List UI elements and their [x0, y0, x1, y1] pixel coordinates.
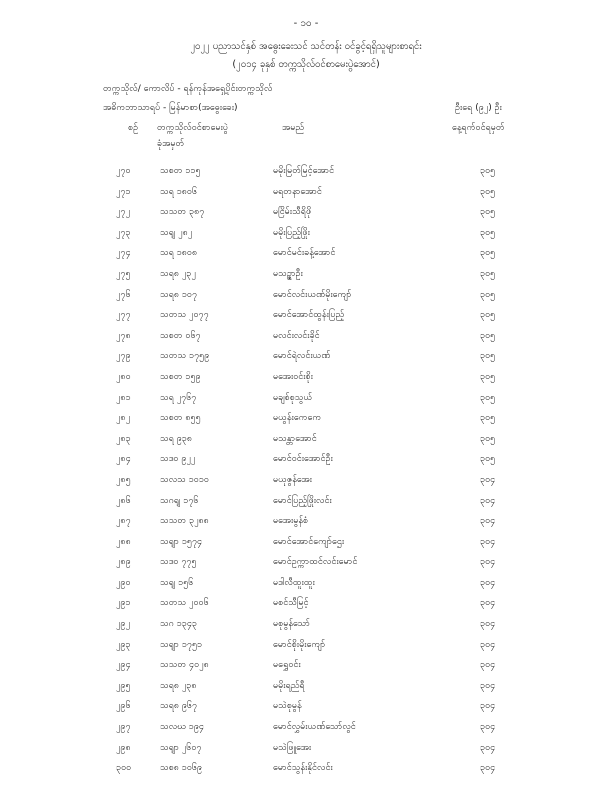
- table-row: [0, 286, 612, 307]
- score-code: ၃၀၅: [480, 186, 496, 197]
- exam-id: သရ ၂၇၆၇: [160, 392, 197, 403]
- score-code: ၃၀၄: [480, 680, 496, 691]
- student-name: မစုမွန်သော်: [273, 619, 310, 630]
- score-code: ၃၀၄: [480, 474, 496, 485]
- score-code: ၃၀၄: [480, 701, 496, 712]
- row-number: ၂၉၆: [116, 701, 131, 712]
- table-row: [0, 533, 612, 554]
- row-number: ၂၉၃: [116, 639, 131, 650]
- score-code: ၃၀၄: [480, 577, 496, 588]
- row-number: ၂၇၀: [116, 166, 131, 176]
- table-row: [0, 224, 612, 245]
- student-name: မယွန်းကေကေ: [273, 413, 322, 424]
- student-name: မောင်ရဲလင်းယဏ်: [273, 351, 331, 362]
- exam-id: သဂ ၁၃၄၃: [160, 619, 197, 630]
- student-name: မောင်အောင်ကျော်ဌေး: [273, 536, 345, 547]
- exam-id: သလသ ၁၀၁၀: [160, 474, 209, 485]
- row-number: ၂၈၀: [116, 371, 131, 382]
- exam-id: သဒ၀ ၇၇၅: [160, 557, 197, 568]
- university-label: တက္ကသိုလ်/ ကောလိပ် - ရန်ကုန်အရှေ့ပိုင်းတက္ကသိုလ်: [103, 84, 273, 94]
- exam-id: သရျ ၁၅၆: [160, 577, 194, 588]
- student-name: မောင်အောင်ထွန်းပြည့်: [273, 310, 345, 321]
- table-row: [0, 327, 612, 348]
- row-number: ၂၉၄: [116, 660, 131, 671]
- table-row: [0, 265, 612, 286]
- exam-id: သသတ ၃၂၈၈: [160, 516, 209, 527]
- exam-id: သတသ ၂၀၀၆: [160, 598, 209, 609]
- score-code: ၃၀၄: [480, 516, 496, 527]
- table-row: [0, 306, 612, 327]
- exam-id: သဂရျ ၁၇၆: [160, 495, 199, 506]
- table-row: [0, 636, 612, 657]
- row-number: ၂၈၈: [116, 536, 131, 547]
- exam-id: သစတ ၁၁၅: [160, 166, 201, 176]
- exam-id: သရ ၉၃၈: [160, 433, 192, 444]
- row-number: ၂၉၅: [116, 680, 131, 691]
- table-row: [0, 615, 612, 636]
- column-header-name: အမည်: [282, 123, 305, 133]
- table-row: [0, 450, 612, 471]
- table-row: [0, 697, 612, 718]
- row-number: ၂၉၂: [116, 619, 130, 630]
- score-code: ၃၀၅: [480, 392, 496, 403]
- student-name: မရတနာအောင်: [273, 186, 322, 197]
- exam-id: သရ၈ ၉၆၇: [160, 701, 198, 712]
- exam-id: သရ ၁၈၀၈: [160, 248, 198, 259]
- column-header-exam-id: တက္ကသိုလ်ဝင်စာမေးပွဲ: [157, 123, 228, 133]
- document-title: ၂၀၂၂ ပညာသင်နှစ် အဓွေးခေးသင် သင်တန်း ဝင်ခွင့်ရရှိသူများစာရင်း: [190, 41, 422, 52]
- quota-label: ဦးရေ (၉၂) ဦး: [455, 103, 502, 113]
- student-name: မသန္တာအောင်: [273, 433, 317, 444]
- student-name: မောင်လင်းယဏ်မိုးကျော်: [273, 289, 352, 300]
- student-name: မောင်မင်းခန့်အောင်: [273, 248, 336, 259]
- column-header-exam-id-line2: ခုံအမှတ်: [157, 139, 185, 149]
- row-number: ၂၈၉: [116, 557, 131, 568]
- exam-id: သရ ၁၈၀၆: [160, 186, 198, 197]
- row-number: ၂၈၄: [116, 454, 131, 465]
- table-row: [0, 553, 612, 574]
- table-row: [0, 759, 612, 780]
- student-name: မရွှေဝင်း: [273, 660, 301, 671]
- table-row: [0, 739, 612, 760]
- score-code: ၃၀၅: [480, 268, 496, 279]
- row-number: ၂၈၇: [116, 516, 131, 527]
- score-code: ၃၀၅: [480, 454, 496, 465]
- exam-id: သဒ၀ ၉၂၂: [160, 454, 196, 465]
- student-name: မအေးဝင်းစိုး: [273, 371, 313, 382]
- score-code: ၃၀၄: [480, 639, 496, 650]
- row-number: ၂၇၂: [116, 207, 130, 218]
- exam-id: သသတ ၃၈၇: [160, 207, 205, 218]
- score-code: ၃၀၄: [480, 557, 496, 568]
- exam-id: သစတ ၈၅၅: [160, 413, 201, 424]
- table-row: [0, 430, 612, 451]
- row-number: ၂၈၁: [116, 392, 131, 403]
- exam-id: သသတ ၄၀၂၈: [160, 660, 209, 671]
- exam-id: သရျ ၂၈၂: [160, 227, 193, 238]
- student-name: မောင်ဥက္ကာထင်လင်းမောင်: [273, 557, 358, 568]
- student-name: မယုဇွန်အေး: [273, 474, 312, 485]
- exam-id: သလဃ ၁၉၄: [160, 722, 204, 733]
- table-row: [0, 656, 612, 677]
- table-row: [0, 471, 612, 492]
- exam-id: သစတ ၁၅၉: [160, 371, 201, 382]
- score-code: ၃၀၄: [480, 495, 496, 506]
- exam-id: သရ၈ ၂၃၈: [160, 680, 197, 691]
- student-name: မမိုးရည်ရီ: [273, 680, 305, 691]
- row-number: ၂၉၀: [116, 577, 131, 588]
- subject-label: အဓိကဘာသာရပ် - မြန်မာစာ(အဓွေးခေး): [103, 103, 238, 113]
- table-row: [0, 594, 612, 615]
- score-code: ၃၀၅: [480, 310, 496, 321]
- results-table: [0, 162, 612, 780]
- table-row: [0, 244, 612, 265]
- score-code: ၃၀၅: [480, 289, 496, 300]
- row-number: ၂၈၃: [116, 433, 131, 444]
- score-code: ၃၀၄: [480, 660, 496, 671]
- score-code: ၃၀၄: [480, 722, 496, 733]
- exam-id: သရ၈ ၁၀၇: [160, 289, 198, 300]
- student-name: မအေးမွန်စံ: [273, 516, 309, 527]
- student-name: မမိုးပြည့်ဖြိုး: [273, 227, 310, 238]
- student-name: မစင်သီမြင့်: [273, 598, 309, 609]
- row-number: ၂၇၆: [116, 289, 131, 300]
- score-code: ၃၀၅: [480, 207, 496, 218]
- student-name: မောင်လွှမ်းယဏ်သော်လွင်: [273, 722, 356, 733]
- score-code: ၃၀၅: [480, 166, 496, 176]
- document-subtitle: (၂၀၁၄ ခုနှစ် တက္ကသိုလ်ဝင်စာမေးပွဲအောင်): [232, 59, 380, 70]
- student-name: မသဲစုမွန်: [273, 701, 302, 712]
- score-code: ၃၀၅: [480, 371, 496, 382]
- row-number: ၂၈၂: [116, 413, 130, 424]
- row-number: ၂၇၁: [116, 186, 131, 197]
- row-number: ၂၇၇: [116, 310, 131, 321]
- student-name: မသဉ္ဇာဦး: [273, 268, 303, 279]
- row-number: ၂၉၈: [116, 742, 131, 753]
- row-number: ၂၉၁: [116, 598, 131, 609]
- exam-id: သရျာ ၁၅၇၄: [160, 536, 203, 547]
- score-code: ၃၀၅: [480, 351, 496, 362]
- student-name: မောင်ဝင်းအောင်ဦး: [273, 454, 333, 465]
- exam-id: သစတ ၀၆၇: [160, 330, 201, 341]
- student-name: မလင်းလင်းခိုင်: [273, 330, 320, 341]
- score-code: ၃၀၅: [480, 227, 496, 238]
- row-number: ၂၉၇: [116, 722, 131, 733]
- student-name: မောင်စိုးမိုးကျော်: [273, 639, 326, 650]
- table-row: [0, 162, 612, 183]
- exam-id: သတသ ၂၀၇၇: [160, 310, 209, 321]
- score-code: ၃၀၄: [480, 536, 496, 547]
- student-name: မငြိမ်းသီရိဖို: [273, 207, 312, 218]
- row-number: ၂၇၄: [116, 248, 131, 259]
- student-name: မမိုးမြတ်မြင့်အောင်: [273, 166, 335, 176]
- score-code: ၃၀၄: [480, 598, 496, 609]
- row-number: ၂၇၅: [116, 268, 131, 279]
- exam-id: သစ၈ ၁၀၆၉: [160, 763, 203, 774]
- table-row: [0, 512, 612, 533]
- student-name: မောင်သွန်းနိုင်လင်း: [273, 763, 333, 774]
- table-row: [0, 203, 612, 224]
- row-number: ၂၇၃: [116, 227, 131, 238]
- score-code: ၃၀၅: [480, 248, 496, 259]
- student-name: မချစ်စုသွယ်: [273, 392, 313, 403]
- exam-id: သရ၈ ၂၃၂: [160, 268, 196, 279]
- score-code: ၃၀၅: [480, 433, 496, 444]
- table-row: [0, 677, 612, 698]
- row-number: ၂၈၅: [116, 474, 131, 485]
- score-code: ၃၀၅: [480, 413, 496, 424]
- row-number: ၃၀၀: [116, 763, 132, 774]
- row-number: ၂၇၈: [116, 330, 131, 341]
- page-number: - ၁၀ -: [293, 18, 319, 29]
- table-row: [0, 718, 612, 739]
- student-name: မဒါလီထူးထူး: [273, 577, 315, 588]
- row-number: ၂၈၆: [116, 495, 131, 506]
- exam-id: သတသ ၁၇၅၉: [160, 351, 210, 362]
- column-header-no: စဉ်: [128, 123, 139, 133]
- score-code: ၃၀၄: [480, 619, 496, 630]
- table-row: [0, 347, 612, 368]
- score-code: ၃၀၄: [480, 742, 496, 753]
- student-name: မသဲဖြူအေး: [273, 742, 312, 753]
- table-row: [0, 183, 612, 204]
- column-header-code: နေ့ရက်ဝင်ရမှတ်: [452, 123, 505, 133]
- score-code: ၃၀၄: [480, 763, 496, 774]
- score-code: ၃၀၅: [480, 330, 496, 341]
- row-number: ၂၇၉: [116, 351, 131, 362]
- exam-id: သရျာ ၁၇၅၁: [160, 639, 203, 650]
- table-row: [0, 389, 612, 410]
- exam-id: သရျာ ၂၆၀၇: [160, 742, 202, 753]
- table-row: [0, 574, 612, 595]
- student-name: မောင်ပြည့်ဖြိုးလင်း: [273, 495, 332, 506]
- table-row: [0, 492, 612, 513]
- table-row: [0, 368, 612, 389]
- table-row: [0, 409, 612, 430]
